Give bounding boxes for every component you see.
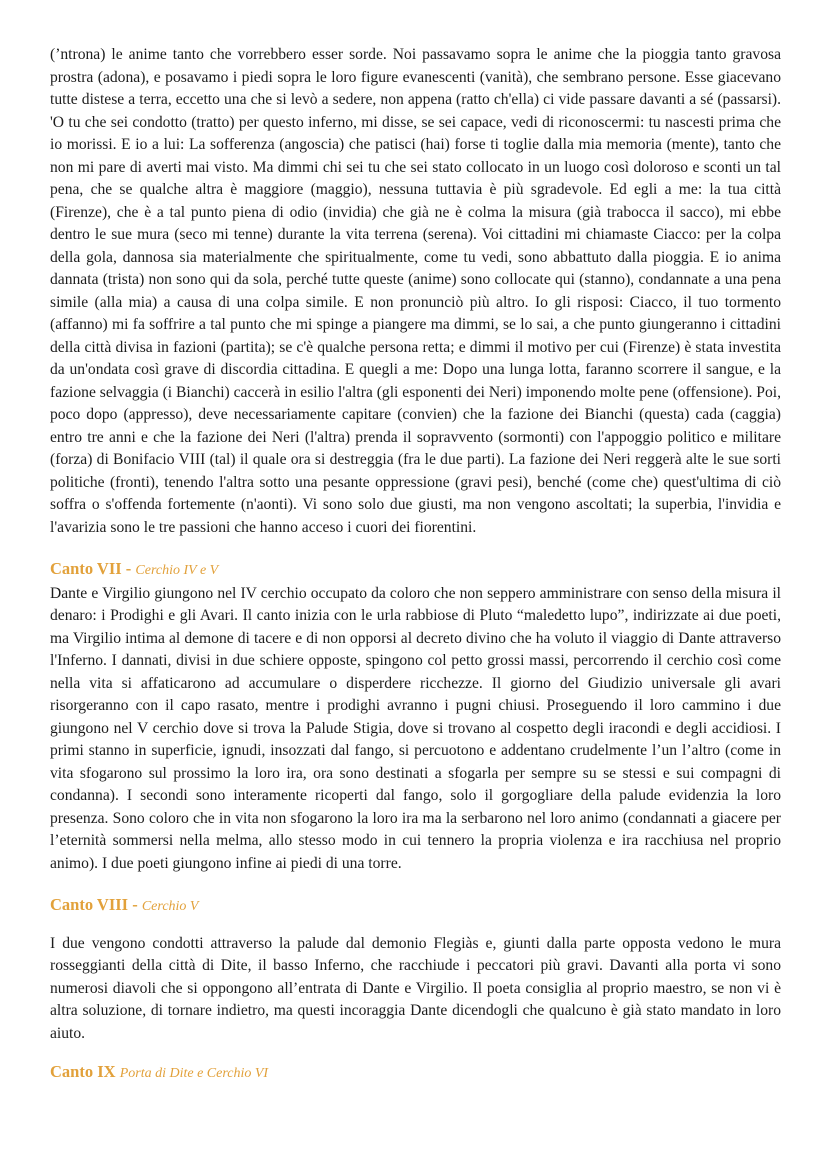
heading-canto-9-title: Canto IX: [50, 1062, 116, 1081]
heading-canto-9: [50, 1061, 781, 1086]
document-page: [50, 44, 781, 1086]
heading-canto-9-subtitle: Porta di Dite e Cerchio VI: [119, 1066, 269, 1081]
heading-canto-8: [50, 894, 781, 919]
heading-canto-7-title: Canto VII: [50, 559, 122, 578]
paragraph-canto-7-summary: Dante e Virgilio giungono nel IV cerchio occupato da coloro che non seppero amministrare con senso della misura il denaro: i Prodighi e gli Avari. Il canto inizia con le urla rabbiose di Pluto “maledetto lupo”, indirizzate ai due poeti, ma Virgilio intima al demone di tacere e di non opporsi al decreto divino che ha voluto il viaggio di Dante attraverso l'Inferno. I dannati, divisi in due schiere opposte, spingono col petto grossi massi, percorrendo il cerchio così come nella vita si affaticarono ad accumulare o disperdere ricchezze. Il giorno del Giudizio universale gli avari risorgeranno con il capo rasato, mentre i prodighi avranno i pugni chiusi. Proseguendo il loro cammino i due giungono nel V cerchio dove si trova la Palude Stigia, dove si trovano al cospetto degli iracondi e degli accidiosi. I primi stanno in superficie, ignudi, insozzati dal fango, si percuotono e addentano crudelmente l’un l’altro (come in vita sfogarono sul prossimo la loro ira, ora sono destinati a sfogarla per sempre su se stessi e sui compagni di condanna). I secondi sono interamente ricoperti dal fango, solo il gorgogliare della palude evidenzia la loro presenza. Sono coloro che in vita non sfogarono la loro ira ma la serbarono nel loro animo (condannati a giacere per l’eternità sommersi nella melma, allo stesso modo in cui tennero la propria violenza e ira racchiusa nel proprio animo). I due poeti giungono infine ai piedi di una torre.: [50, 584, 781, 872]
heading-canto-8-subtitle: Cerchio V: [141, 899, 199, 914]
heading-canto-8-title: Canto VIII: [50, 895, 129, 914]
paragraph-canto-6-summary: (’ntrona) le anime tanto che vorrebbero esser sorde. Noi passavamo sopra le anime che la pioggia tanto gravosa prostra (adona), e posavamo i piedi sopra le loro figure evanescenti (vanità), che sembrano persone. Esse giacevano tutte distese a terra, eccetto una che si levò a sedere, non appena (ratto ch'ella) ci vide passare davanti a sé (passarsi). 'O tu che sei condotto (tratto) per questo inferno, mi disse, se sei capace, vedi di riconoscermi: tu nascesti prima che io morissi. E io a lui: La sofferenza (angoscia) che patisci (hai) forse ti toglie dalla mia memoria (mente), tanto che non mi pare di averti mai visto. Ma dimmi chi sei tu che sei stato collocato in un luogo così doloroso e sconti un tal pena, che se qualche altra è maggiore (maggio), nessuna tuttavia è più sgradevole. Ed egli a me: la tua città (Firenze), che è a tal punto piena di odio (invidia) che già ne è colma la misura (già trabocca il sacco), mi ebbe dentro le sue mura (seco mi tenne) durante la vita terrena (serena). Voi cittadini mi chiamaste Ciacco: per la colpa della gola, dannosa sia materialmente che spiritualmente, come tu vedi, sono abbattuto dalla pioggia. E io anima dannata (trista) non sono qui da sola, perché tutte queste (anime) sono collocate qui (stanno), condannate a una pena simile (alla mia) a causa di una colpa simile. E non pronunciò più altro. Io gli risposi: Ciacco, il tuo tormento (affanno) mi fa soffrire a tal punto che mi spinge a piangere ma dimmi, se lo sai, a che punto giungeranno i cittadini della città divisa in fazioni (partita); se c'è qualche persona retta; e dimmi il motivo per cui (Firenze) è stata investita da un'ondata così grave di discordia cittadina. E quegli a me: Dopo una lunga lotta, faranno scorrere il sangue, e la fazione selvaggia (i Bianchi) caccerà in esilio l'altra (gli esponenti dei Neri) imponendo molte pene (offensione). Poi, poco dopo (appresso), deve necessariamente capitare (convien) che la fazione dei Bianchi (questa) cada (caggia) entro tre anni e che la fazione dei Neri (l'altra) prenda il sopravvento (sormonti) con l'appoggio politico e militare (forza) di Bonifacio VIII (tal) il quale ora si destreggia (fra le due parti). La fazione dei Neri reggerà alte le sue sorti politiche (fronti), tenendo l'altra sotto una pesante oppressione (gravi pesi), benché (come che) quest'ultima di ciò soffra o s'offenda fortemente (n'aonti). Vi sono solo due giusti, ma non vengono ascoltati; la superbia, l'invidia e l'avarizia sono le tre passioni che hanno acceso i cuori dei fiorentini.: [50, 46, 781, 536]
heading-canto-7-subtitle: Cerchio IV e V: [135, 563, 219, 578]
heading-canto-7: [50, 558, 781, 583]
paragraph-canto-8-summary: I due vengono condotti attraverso la palude dal demonio Flegiàs e, giunti dalla parte opposta vedono le mura rosseggianti della città di Dite, il basso Inferno, che racchiude i peccatori più gravi. Davanti alla porta vi sono numerosi diavoli che si oppongono all’entrata di Dante e Virgilio. Il poeta consiglia al proprio maestro, se non vi è altra soluzione, di tornare indietro, ma questi incoraggia Dante dicendogli che qualcuno è già stato mandato in loro aiuto.: [50, 934, 781, 1042]
heading-canto-7-separator: -: [121, 559, 136, 578]
heading-canto-8-separator: -: [128, 895, 142, 914]
